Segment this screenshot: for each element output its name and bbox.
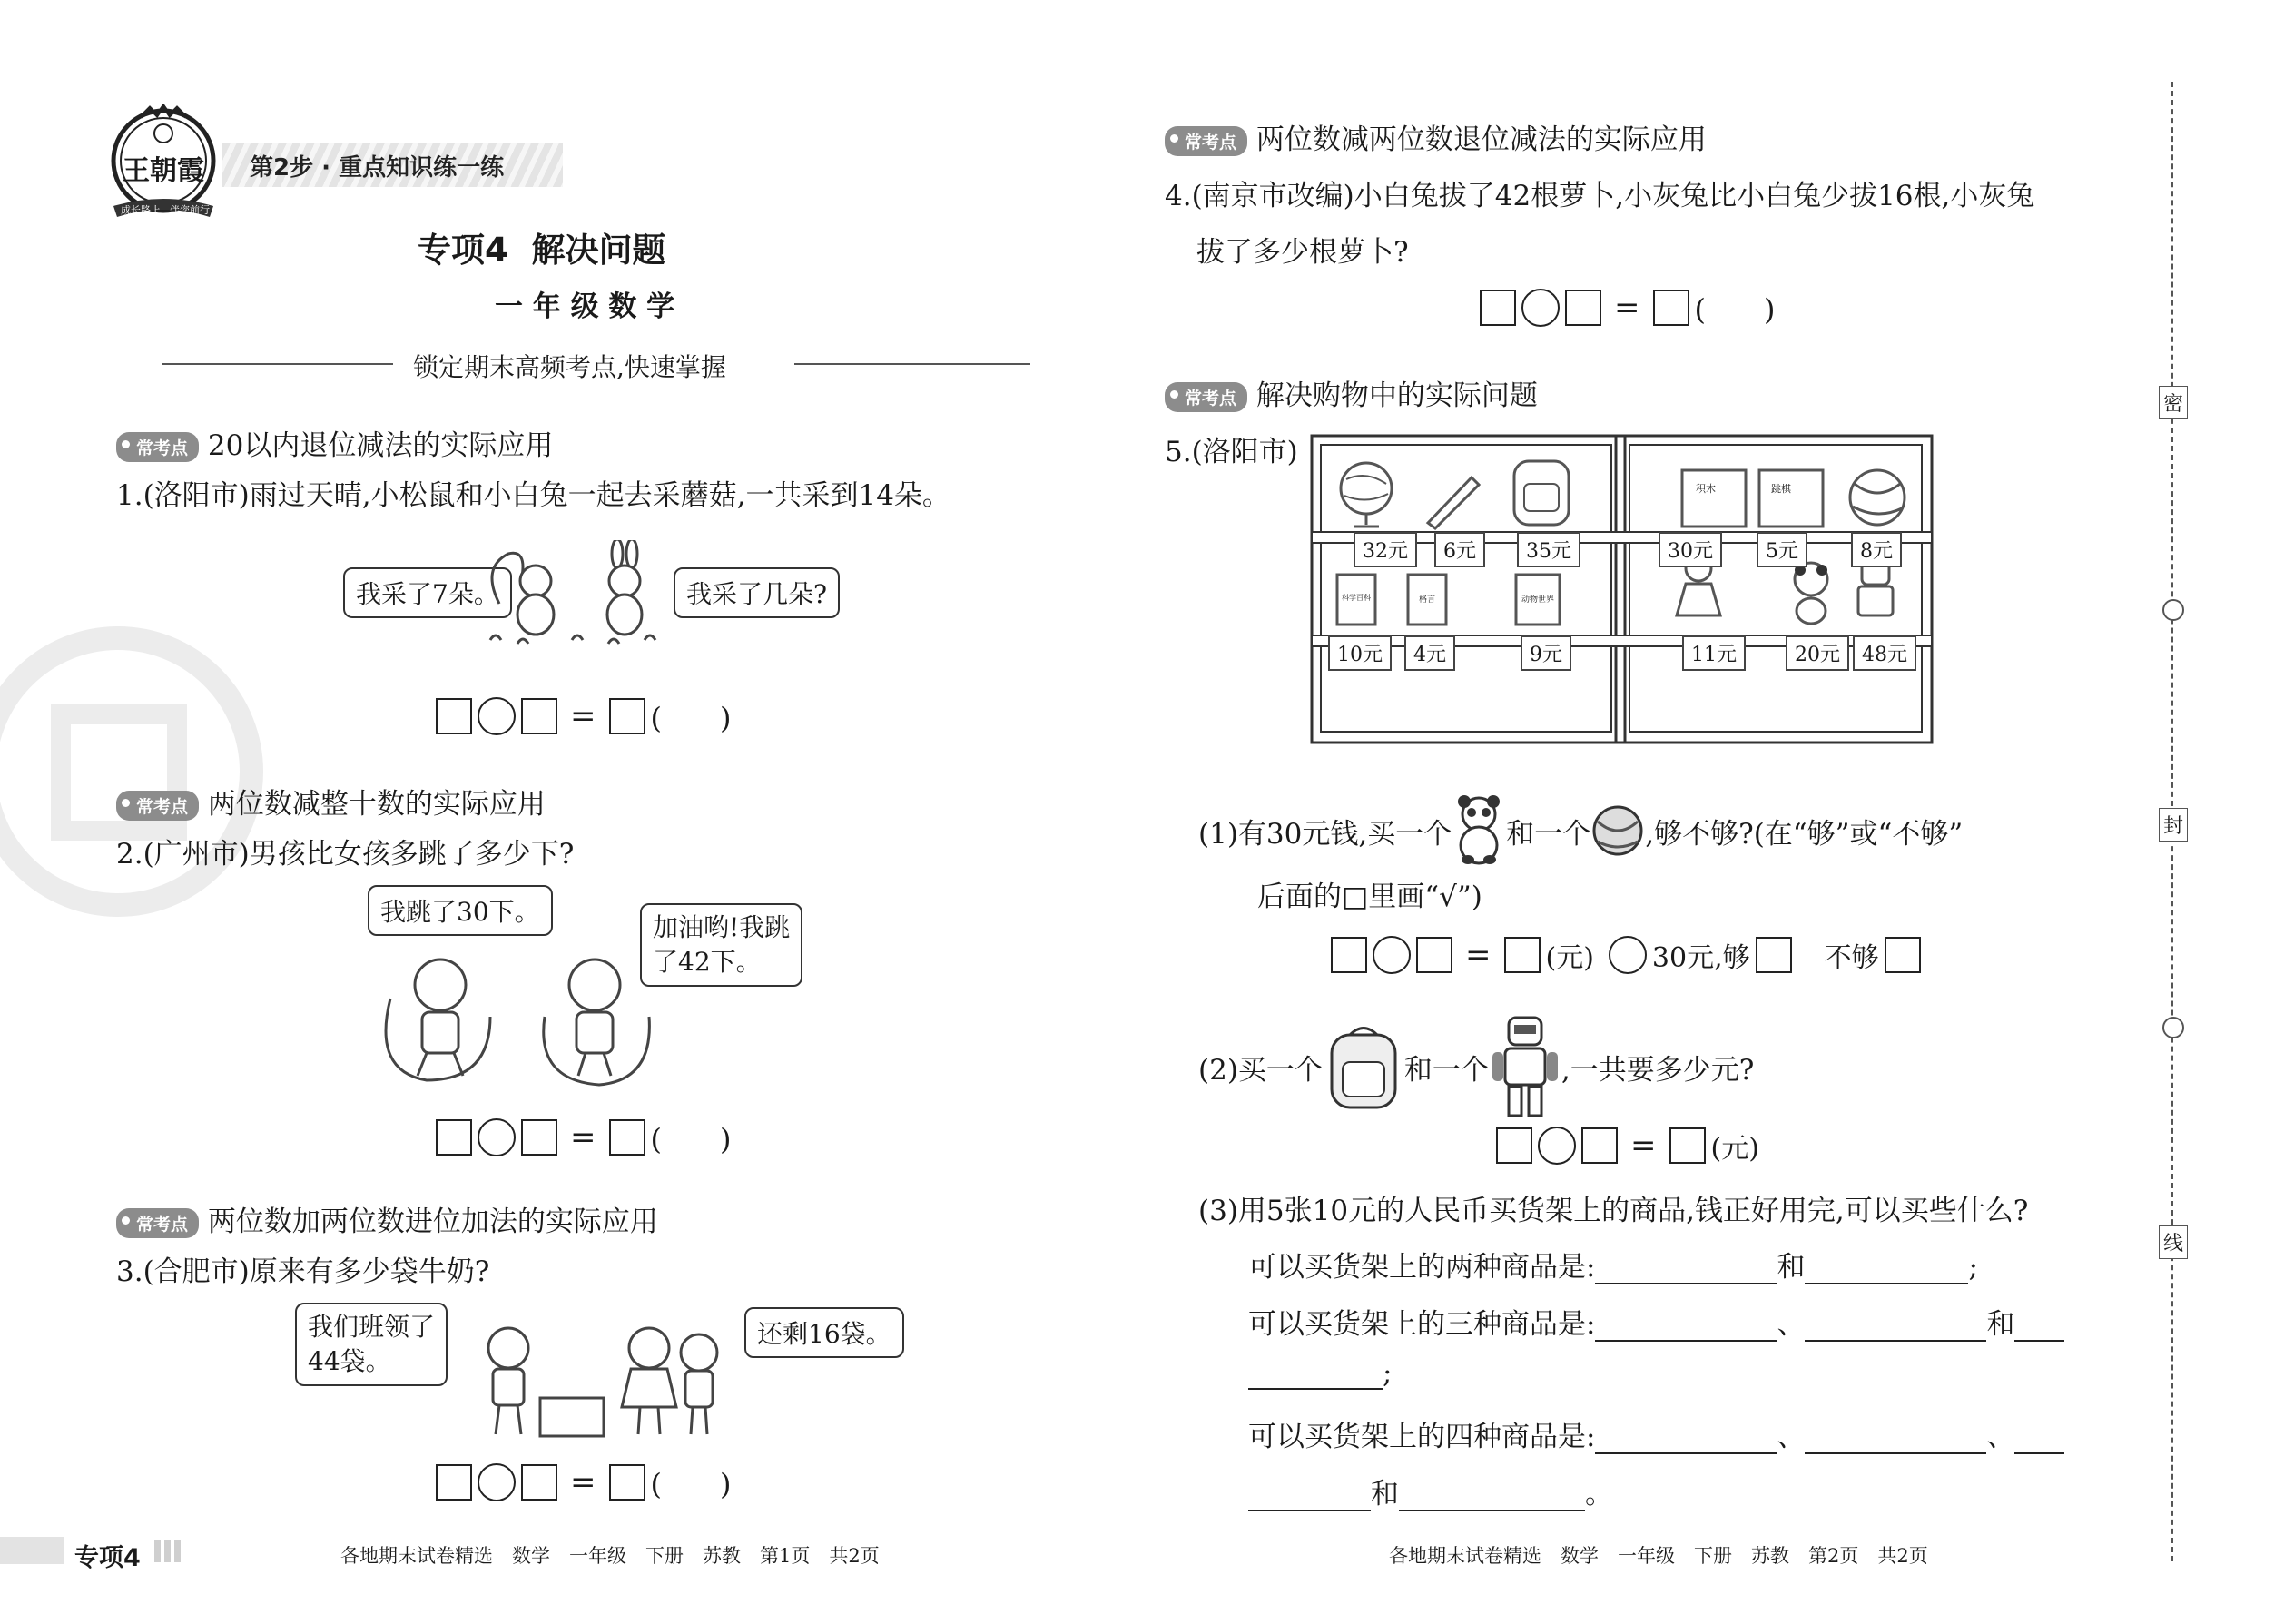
unit-blank[interactable]: ( ) <box>650 701 732 735</box>
milk-illustration <box>468 1316 740 1443</box>
bubble-squirrel: 我采了7朵。 <box>343 567 512 618</box>
logo-ribbon-right: 伴您前行 <box>170 204 210 216</box>
tagline-rule-right <box>794 363 1030 365</box>
answer-box[interactable] <box>521 698 557 734</box>
bubble-remaining: 还剩16袋。 <box>744 1307 904 1358</box>
question-4-line2: 拔了多少根萝卜? <box>1196 236 1409 269</box>
blank-line[interactable] <box>1595 1427 1777 1454</box>
box-label: 积木 <box>1696 483 1716 495</box>
blank-line[interactable] <box>1805 1427 1986 1454</box>
unit-blank[interactable]: ( ) <box>1694 292 1776 327</box>
book-label: 格言 <box>1418 595 1435 605</box>
blank-line[interactable] <box>2014 1427 2064 1454</box>
q5-1-line2: 后面的□里画“√”) <box>1257 881 1482 913</box>
answer-box[interactable] <box>1496 1127 1532 1164</box>
footer-tab-decoration <box>154 1540 183 1562</box>
answer-box[interactable] <box>609 1464 645 1501</box>
blank-line[interactable] <box>1399 1484 1585 1511</box>
question-3: 3.(合肥市)原来有多少袋牛奶? <box>116 1255 490 1288</box>
binding-hole <box>2162 599 2184 621</box>
blank-line[interactable] <box>1248 1363 1383 1390</box>
seal-mark: 密 <box>2159 386 2188 419</box>
q5-3-three: 可以买货架上的三种商品是: 、 和 <box>1248 1301 2064 1342</box>
equation-5-1: = (元) 30元,够 不够 <box>1331 935 1921 975</box>
operator-circle[interactable] <box>478 697 516 735</box>
price-tag: 35元 <box>1517 532 1580 567</box>
book-label: 科学百科 <box>1342 594 1371 602</box>
answer-box[interactable] <box>521 1119 557 1156</box>
price-tag: 11元 <box>1682 635 1746 671</box>
badge: 常考点 <box>116 1208 199 1238</box>
price-tag: 30元 <box>1659 532 1722 567</box>
answer-box[interactable] <box>609 698 645 734</box>
answer-box[interactable] <box>1331 937 1367 973</box>
operator-circle[interactable] <box>478 1463 516 1501</box>
bubble-boy: 加油哟!我跳 了42下。 <box>640 903 802 987</box>
squirrel-rabbit-illustration <box>481 540 672 649</box>
operator-circle[interactable] <box>1521 289 1560 327</box>
answer-box[interactable] <box>1565 290 1601 326</box>
topic-1: 常考点 20以内退位减法的实际应用 <box>116 422 553 463</box>
q5-3: (3)用5张10元的人民币买货架上的商品,钱正好用完,可以买些什么? <box>1198 1195 2029 1227</box>
logo-name: 王朝霞 <box>123 155 204 187</box>
answer-box[interactable] <box>1653 290 1689 326</box>
unit-blank[interactable]: ( ) <box>650 1122 732 1156</box>
operator-circle[interactable] <box>1373 936 1411 974</box>
shelf <box>1310 434 1934 744</box>
unit-blank[interactable]: ( ) <box>650 1467 732 1501</box>
price-tag: 32元 <box>1354 532 1417 567</box>
q5-3-three-cont: ; <box>1248 1357 1392 1390</box>
price-tag: 20元 <box>1786 635 1849 671</box>
price-tag: 5元 <box>1757 532 1807 567</box>
jump-rope-illustration <box>372 935 663 1089</box>
answer-box[interactable] <box>609 1119 645 1156</box>
footer-left-info: 各地期末试卷精选 数学 一年级 下册 苏教 第1页 共2页 <box>340 1545 880 1567</box>
equation-2: = ( ) <box>436 1117 731 1158</box>
question-5-label: 5.(洛阳市) <box>1165 436 1298 468</box>
topic-5: 常考点 解决购物中的实际问题 <box>1165 372 1538 413</box>
price-tag: 8元 <box>1851 532 1902 567</box>
question-1: 1.(洛阳市)雨过天晴,小松鼠和小白兔一起去采蘑菇,一共采到14朵。 <box>116 479 950 512</box>
blank-line[interactable] <box>1248 1484 1371 1511</box>
answer-box[interactable] <box>1480 290 1516 326</box>
price-tag: 10元 <box>1328 635 1392 671</box>
book-label: 动物世界 <box>1521 595 1554 605</box>
topic-4: 常考点 两位数减两位数退位减法的实际应用 <box>1165 116 1707 157</box>
blank-line[interactable] <box>1805 1257 1968 1284</box>
blank-line[interactable] <box>1805 1314 1986 1342</box>
answer-box[interactable] <box>521 1464 557 1501</box>
step-banner <box>222 143 563 187</box>
tagline-rule-left <box>162 363 393 365</box>
seal-mark: 线 <box>2159 1225 2188 1259</box>
badge: 常考点 <box>1165 126 1247 156</box>
footer-tab-bar <box>0 1537 64 1564</box>
section-title: 专项4 解决问题 <box>418 231 666 270</box>
q5-3-four: 可以买货架上的四种商品是: 、 、 <box>1248 1413 2064 1454</box>
equation-3: = ( ) <box>436 1462 731 1503</box>
answer-box[interactable] <box>1669 1127 1706 1164</box>
equation-5-2: = (元) <box>1496 1126 1759 1166</box>
answer-box[interactable] <box>1581 1127 1618 1164</box>
question-4-line1: 4.(南京市改编)小白兔拔了42根萝卜,小灰兔比小白兔少拔16根,小灰兔 <box>1165 180 2035 212</box>
backpack-icon <box>1323 1021 1404 1112</box>
box-label: 跳棋 <box>1771 483 1791 495</box>
ball-icon <box>1590 803 1645 858</box>
seal-mark: 封 <box>2159 808 2188 842</box>
badge: 常考点 <box>116 432 199 462</box>
topic-2: 常考点 两位数减整十数的实际应用 <box>116 781 546 822</box>
bubble-girl: 我跳了30下。 <box>368 885 553 936</box>
blank-line[interactable] <box>1595 1257 1777 1284</box>
blank-line[interactable] <box>2014 1314 2064 1342</box>
price-tag: 48元 <box>1853 635 1916 671</box>
answer-box[interactable] <box>436 1119 472 1156</box>
q5-1: (1)有30元钱,买一个 和一个 ,够不够?(在“够”或“不够” <box>1198 794 1963 867</box>
subtitle: 一 年 级 数 学 <box>495 290 675 323</box>
bubble-class: 我们班领了 44袋。 <box>295 1303 448 1386</box>
tagline: 锁定期末高频考点,快速掌握 <box>413 352 726 382</box>
enough-checkbox[interactable] <box>1756 937 1792 973</box>
blank-line[interactable] <box>1595 1314 1777 1342</box>
price-tag: 6元 <box>1434 532 1485 567</box>
q5-3-two: 可以买货架上的两种商品是: 和 ; <box>1248 1251 1978 1284</box>
operator-circle[interactable] <box>478 1118 516 1156</box>
badge: 常考点 <box>116 791 199 821</box>
answer-box[interactable] <box>1504 937 1541 973</box>
comparison-circle[interactable] <box>1609 936 1647 974</box>
answer-box[interactable] <box>1416 937 1452 973</box>
price-tag: 4元 <box>1404 635 1455 671</box>
footer-tab: 专项4 <box>74 1544 141 1572</box>
equation-1: = ( ) <box>436 695 731 737</box>
price-tag: 9元 <box>1521 635 1571 671</box>
operator-circle[interactable] <box>1538 1127 1576 1165</box>
bubble-rabbit: 我采了几朵? <box>674 567 840 618</box>
question-2: 2.(广州市)男孩比女孩多跳了多少下? <box>116 838 575 871</box>
logo <box>104 104 222 222</box>
binding-hole <box>2162 1017 2184 1038</box>
robot-icon <box>1489 1012 1561 1121</box>
topic-3: 常考点 两位数加两位数进位加法的实际应用 <box>116 1198 658 1239</box>
panda-icon <box>1452 794 1506 867</box>
q5-2: (2)买一个 和一个 ,一共要多少元? <box>1198 1012 1754 1121</box>
answer-box[interactable] <box>436 698 472 734</box>
q5-3-four-cont: 和 。 <box>1248 1471 1613 1511</box>
footer-right-info: 各地期末试卷精选 数学 一年级 下册 苏教 第2页 共2页 <box>1389 1545 1928 1567</box>
watermark <box>0 626 263 917</box>
logo-ribbon-left: 成长路上 <box>121 204 161 216</box>
equation-4: = ( ) <box>1480 287 1775 329</box>
badge: 常考点 <box>1165 382 1247 412</box>
not-enough-checkbox[interactable] <box>1885 937 1921 973</box>
answer-box[interactable] <box>436 1464 472 1501</box>
step-label: 第2步 · 重点知识练一练 <box>250 154 505 182</box>
